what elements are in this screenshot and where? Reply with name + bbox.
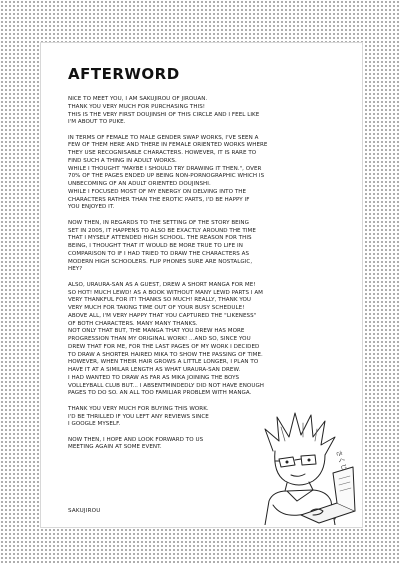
paragraph-farewell: NOW THEN, I HOPE AND LOOK FORWARD TO US MEETING AGAIN AT SOME EVENT.: [68, 436, 204, 451]
afterword-page: [40, 42, 363, 528]
paragraph-thanks: THANK YOU VERY MUCH FOR BUYING THIS WORK. I'D BE THRILLED IF YOU LEFT ANY REVIEWS SINCE I GOOGLE MYSELF.: [68, 405, 209, 428]
page-title: AFTERWORD: [68, 65, 180, 83]
paragraph-gender-swap: IN TERMS OF FEMALE TO MALE GENDER SWAP WORKS, I'VE SEEN A FEW OF THEM HERE AND THERE IN FEMALE ORIENTED WORKS WHERE THEY USE RECOGNISABLE CHARACTERS. HOWEVER, IT IS RARE TO FIND SUCH A THING IN ADULT WORKS. WHILE I THOUGHT "MAYBE I SHOULD TRY DRAWING IT THEN.", OVER 70% OF THE PAGES ENDED UP BEING NON-PORNOGRAPHIC WHICH IS UNBECOMING OF AN ADULT ORIENTED DOUJINSHI. WHILE I FOCUSED MOST OF MY ENERGY ON DELVING INTO THE CHARACTERS RATHER THAN THE EROTIC PARTS, I'D BE HAPPY IF YOU ENJOYED IT.: [68, 134, 268, 211]
paragraph-greeting: NICE TO MEET YOU, I AM SAKUJIROU OF JIROUAN. THANK YOU VERY MUCH FOR PURCHASING THIS! THIS IS THE VERY FIRST DOUJINSHI OF THIS CIRCLE AND I FEEL LIKE I'M ABOUT TO PUKE.: [68, 96, 260, 126]
afterword-body: [68, 96, 356, 460]
paragraph-guest-manga: ALSO, URAURA-SAN AS A GUEST, DREW A SHORT MANGA FOR ME! SO HOT! MUCH LEWD! AS A BOOK WITHOUT MANY LEWD PARTS I AM VERY THANKFUL FOR IT! THANKS SO MUCH! REALLY, THANK YOU VERY MUCH FOR TAKING TIME OUT OF YOUR BUSY SCHEDULE! ABOVE ALL, I'M VERY HAPPY THAT YOU CAPTURED THE "LIKENESS" OF BOTH CHARACTERS. MANY MANY THANKS. NOT ONLY THAT BUT, THE MANGA THAT YOU DREW HAS MORE PROGRESSION THAN MY ORIGINAL WORK! ...AND SO, SINCE YOU DREW THAT FOR ME, FOR THE LAST PAGES OF MY WORK I DECIDED TO DRAW A SHORTER HAIRED MIKA TO SHOW THE PASSING OF TIME. HOWEVER, WHEN THEIR HAIR GROWS A LITTLE LONGER, I PLAN TO HAVE IT AT A SIMILAR LENGTH AS WHAT URAURA-SAN DREW. I HAD WANTED TO DRAW AS FAR AS MIKA JOINING THE BOYS VOLLEYBALL CLUB BUT... I ABSENTMINDEDLY DID NOT HAVE ENOUGH PAGES TO DO SO. AN ALL TOO FAMILIAR PROBLEM WITH MANGA.: [68, 281, 265, 397]
author-signature: SAKUJIROU: [68, 508, 101, 514]
sketch-caption: さくじ: [334, 449, 349, 472]
author-self-portrait-sketch: [251, 407, 359, 525]
paragraph-setting: NOW THEN, IN REGARDS TO THE SETTING OF THE STORY BEING SET IN 2005, IT HAPPENS TO ALSO BE EXACTLY AROUND THE TIME THAT I MYSELF ATTENDED HIGH SCHOOL. THE REASON FOR THIS BEING, I THOUGHT THAT IT WOULD BE MORE TRUE TO LIFE IN COMPARISON TO IF I HAD TRIED TO DRAW THE CHARACTERS AS MODERN HIGH SCHOOLERS. FLIP PHONES SURE ARE NOSTALGIC, HEY?: [68, 219, 256, 273]
